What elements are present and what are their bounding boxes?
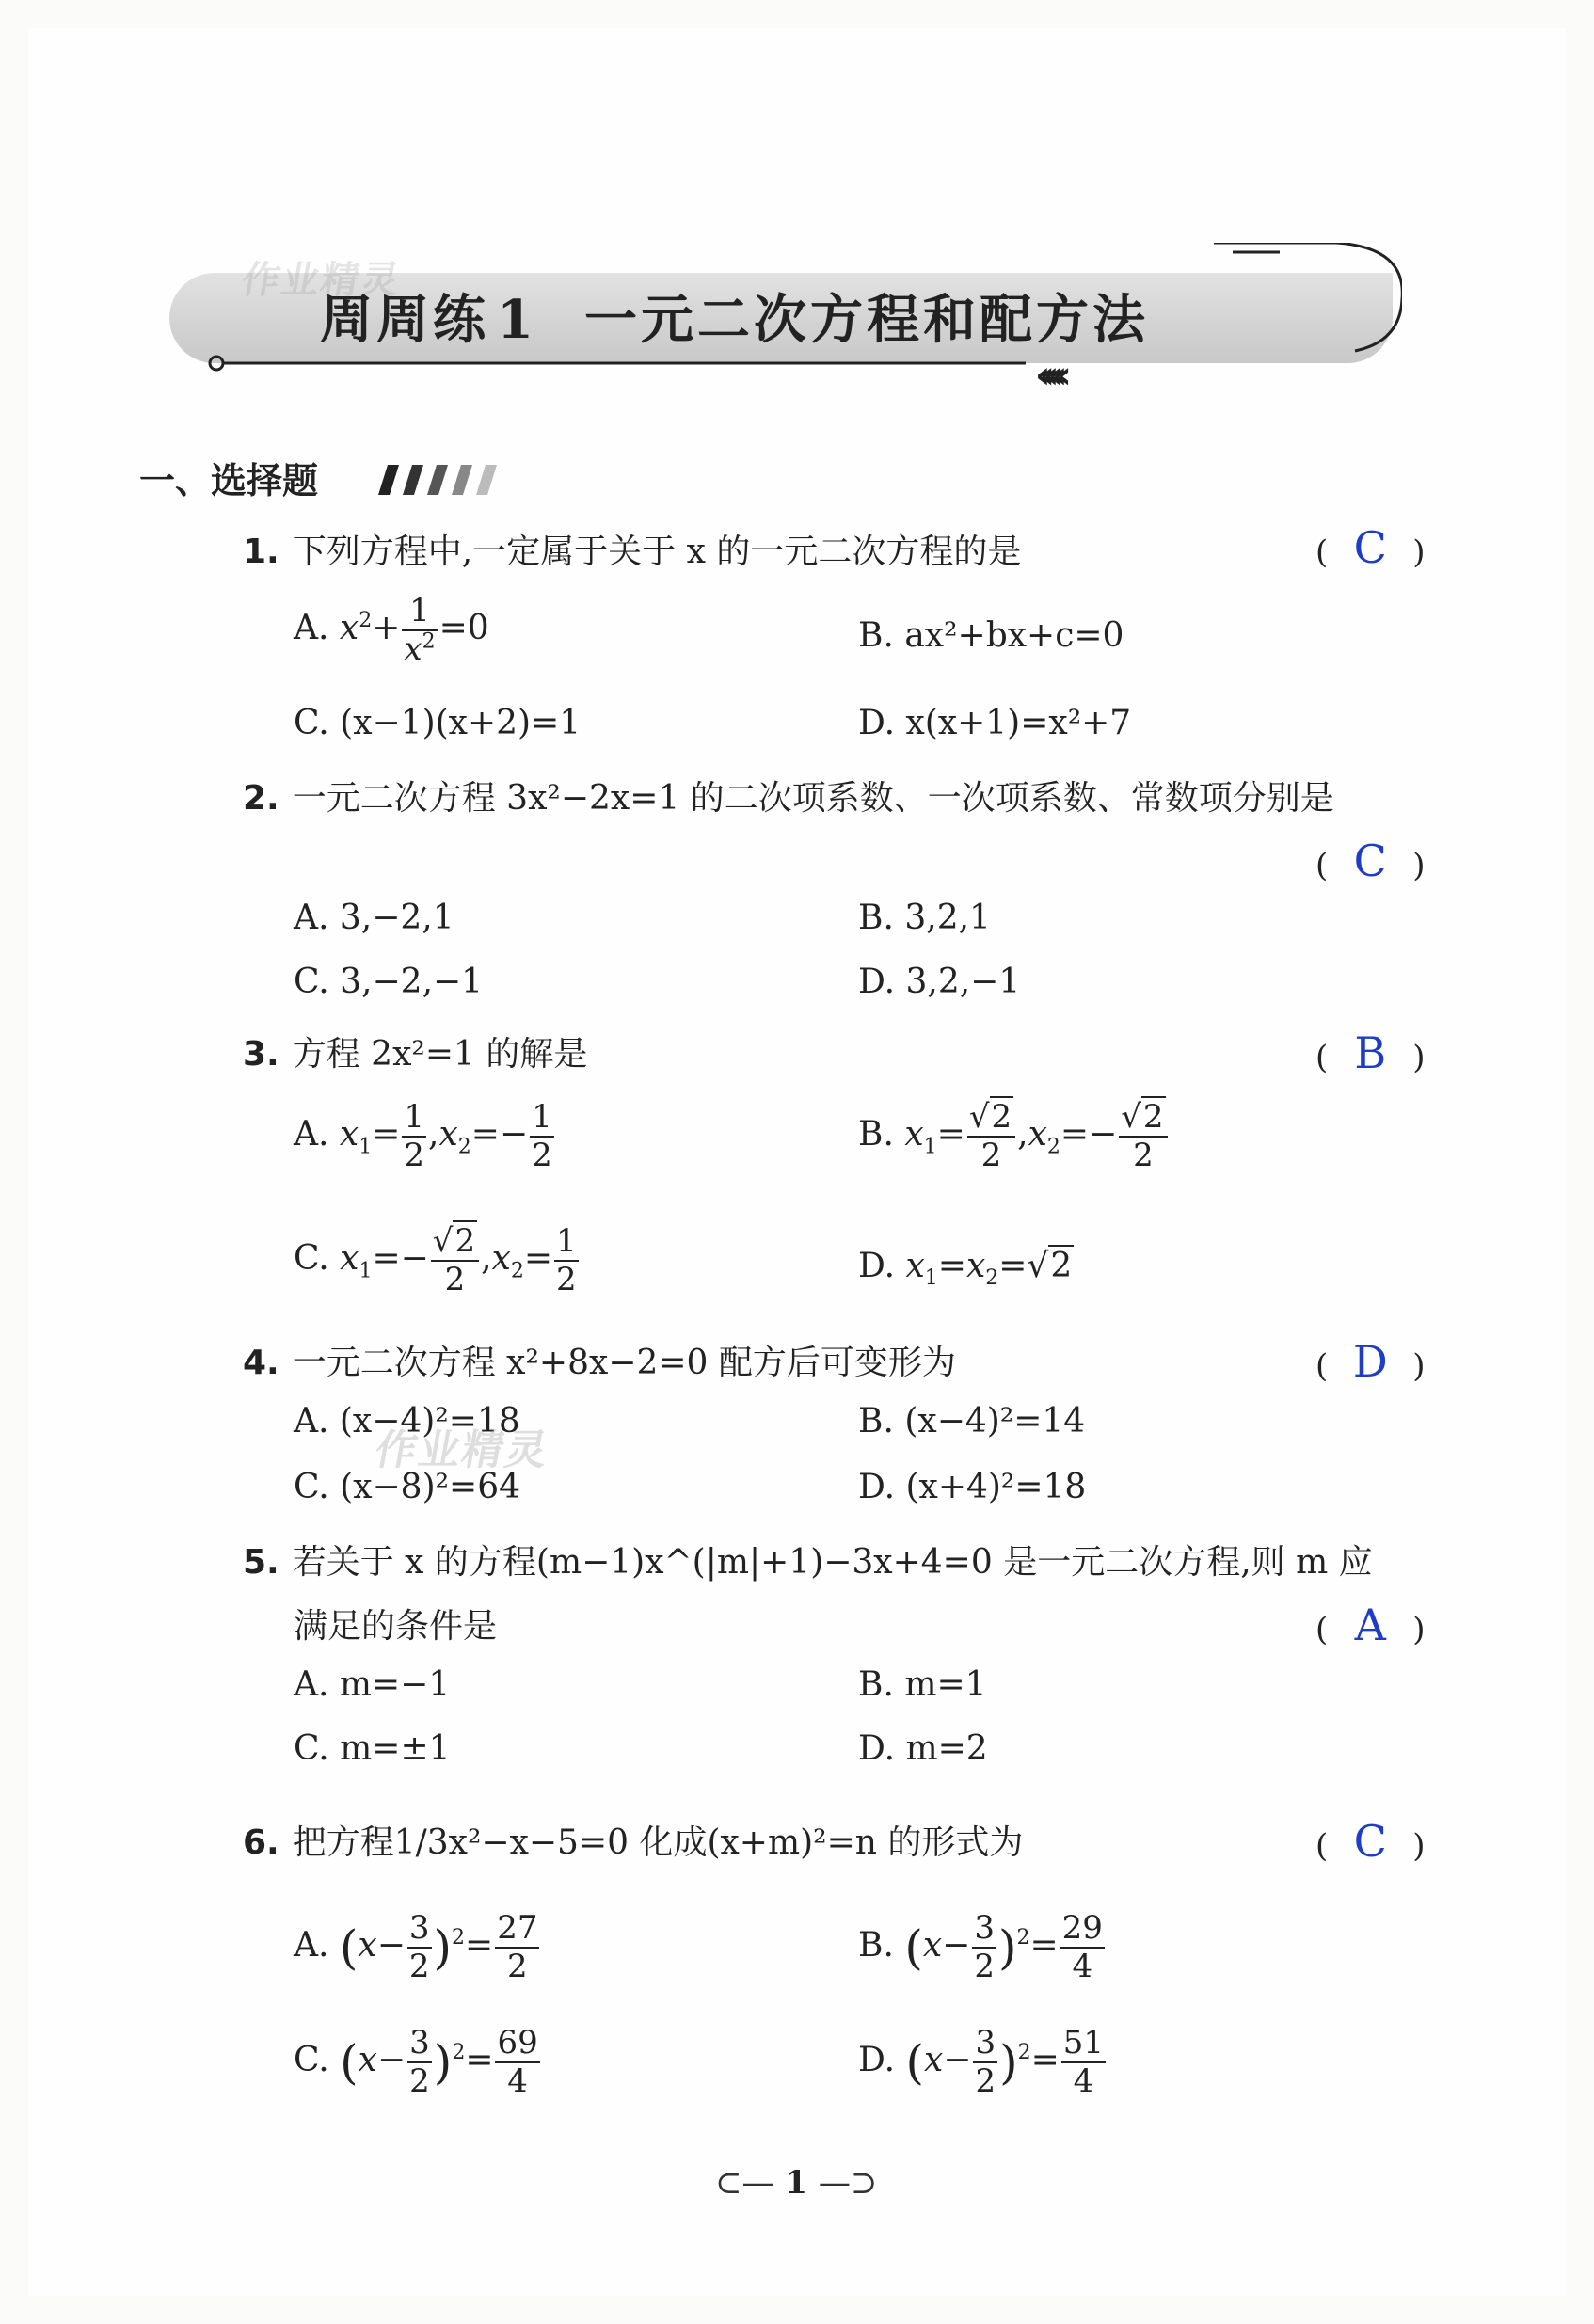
option-4a: A. (x−4)²=18 — [294, 1402, 520, 1441]
page-title — [320, 279, 1149, 354]
question-stem: 一元二次方程 3x²−2x=1 的二次项系数、一次项系数、常数项分别是 — [292, 779, 1334, 818]
section-heading: 一、选择题 — [139, 460, 319, 501]
question-stem: 下列方程中,一定属于关于 x 的一元二次方程的是 — [292, 533, 1022, 571]
watermark: 作业精灵 — [371, 1426, 553, 1474]
question-stem: 一元二次方程 x²+8x−2=0 配方后可变形为 — [292, 1344, 956, 1382]
question-stem: 方程 2x²=1 的解是 — [292, 1035, 588, 1074]
answer-paren-3: ( B ) — [1315, 1027, 1426, 1078]
page-number-value: 1 — [785, 2164, 808, 2202]
option-1b: B. ax²+bx+c=0 — [858, 616, 1124, 655]
answer-1: C — [1353, 522, 1387, 573]
title-prefix: 周周练 — [320, 289, 489, 351]
option-4d: D. (x+4)²=18 — [858, 1468, 1087, 1506]
answer-paren-1: ( C ) — [1315, 522, 1426, 573]
left-curl-icon: ⊂— — [715, 2164, 774, 2202]
chevron-decoration-icon: ‹‹‹‹‹‹ — [1035, 354, 1060, 397]
option-5b: B. m=1 — [858, 1665, 987, 1704]
question-1: 1. 下列方程中,一定属于关于 x 的一元二次方程的是 — [243, 533, 1022, 571]
title-number: 1 — [497, 289, 537, 351]
option-6b: B. (x− $\frac{3}{2}$ )$^2$= $\frac{29}{4}$ — [858, 1909, 1103, 1986]
option-2d: D. 3,2,−1 — [858, 963, 1021, 1001]
stripes-icon — [367, 463, 508, 497]
answer-paren-4: ( D ) — [1315, 1336, 1426, 1387]
answer-paren-2: ( C ) — [1315, 836, 1426, 886]
question-4: 4. 一元二次方程 x²+8x−2=0 配方后可变形为 — [243, 1344, 956, 1382]
watermark: 作业精灵 — [238, 259, 405, 302]
option-6c: C. (x− $\frac{3}{2}$ )$^2$= $\frac{69}{4}$ — [294, 2024, 538, 2101]
question-6: 6. 把方程1/3x²−x−5=0 化成(x+m)²=n 的形式为 — [243, 1823, 1024, 1862]
option-1c: C. (x−1)(x+2)=1 — [294, 704, 582, 742]
option-4b: B. (x−4)²=14 — [858, 1402, 1086, 1441]
answer-paren-5: ( A ) — [1315, 1600, 1426, 1650]
option-2c: C. 3,−2,−1 — [294, 963, 484, 1001]
question-5-line2: 满足的条件是 — [294, 1607, 498, 1646]
option-5a: A. m=−1 — [294, 1665, 451, 1704]
option-3b: B. $x_1=$ $\frac{√2}{2}$ $,x_2=-$ $\frac{√2}{2}$ — [858, 1099, 1170, 1174]
question-5: 5. 若关于 x 的方程(m−1)x^(|m|+1)−3x+4=0 是一元二次方程,则 m 应 — [243, 1543, 1373, 1582]
answer-4: D — [1352, 1336, 1388, 1387]
answer-6: C — [1353, 1816, 1387, 1867]
option-2b: B. 3,2,1 — [858, 899, 991, 937]
page-number — [715, 2164, 877, 2202]
option-2a: A. 3,−2,1 — [294, 899, 454, 937]
option-1d: D. x(x+1)=x²+7 — [858, 704, 1132, 742]
option-6d: D. (x− $\frac{3}{2}$ )$^2$= $\frac{51}{4}$ — [858, 2024, 1105, 2101]
answer-5: A — [1354, 1600, 1386, 1650]
question-3: 3. 方程 2x²=1 的解是 — [243, 1035, 588, 1074]
option-5c: C. m=±1 — [294, 1729, 451, 1768]
answer-2: C — [1353, 836, 1387, 886]
option-4c: C. (x−8)²=64 — [294, 1468, 521, 1506]
option-5d: D. m=2 — [858, 1729, 988, 1768]
option-3d: D. $x_1=x_2=√2$ — [858, 1247, 1073, 1291]
option-3a: A. $x_1=$ $\frac{1}{2}$ $,x_2=-$ $\frac{1}{2}$ — [294, 1098, 552, 1175]
answer-3: B — [1354, 1027, 1387, 1078]
option-3c: C. $x_1=-$ $\frac{√2}{2}$ $,x_2=$ $\frac{1}{2}$ — [294, 1222, 577, 1299]
question-stem: 若关于 x 的方程(m−1)x^(|m|+1)−3x+4=0 是一元二次方程,则 m 应 — [292, 1543, 1373, 1582]
title-main: 一元二次方程和配方法 — [583, 289, 1149, 351]
option-1a: A. $x^2+$ $\frac{1}{x^2}$ =0 — [294, 592, 489, 669]
question-stem: 把方程1/3x²−x−5=0 化成(x+m)²=n 的形式为 — [292, 1823, 1024, 1862]
option-6a: A. (x− $\frac{3}{2}$ )$^2$= $\frac{27}{2}$ — [294, 1909, 538, 1986]
question-2: 2. 一元二次方程 3x²−2x=1 的二次项系数、一次项系数、常数项分别是 — [243, 779, 1334, 818]
chapter-banner — [160, 243, 1402, 397]
right-curl-icon: —⊃ — [818, 2164, 878, 2202]
answer-paren-6: ( C ) — [1315, 1816, 1426, 1867]
